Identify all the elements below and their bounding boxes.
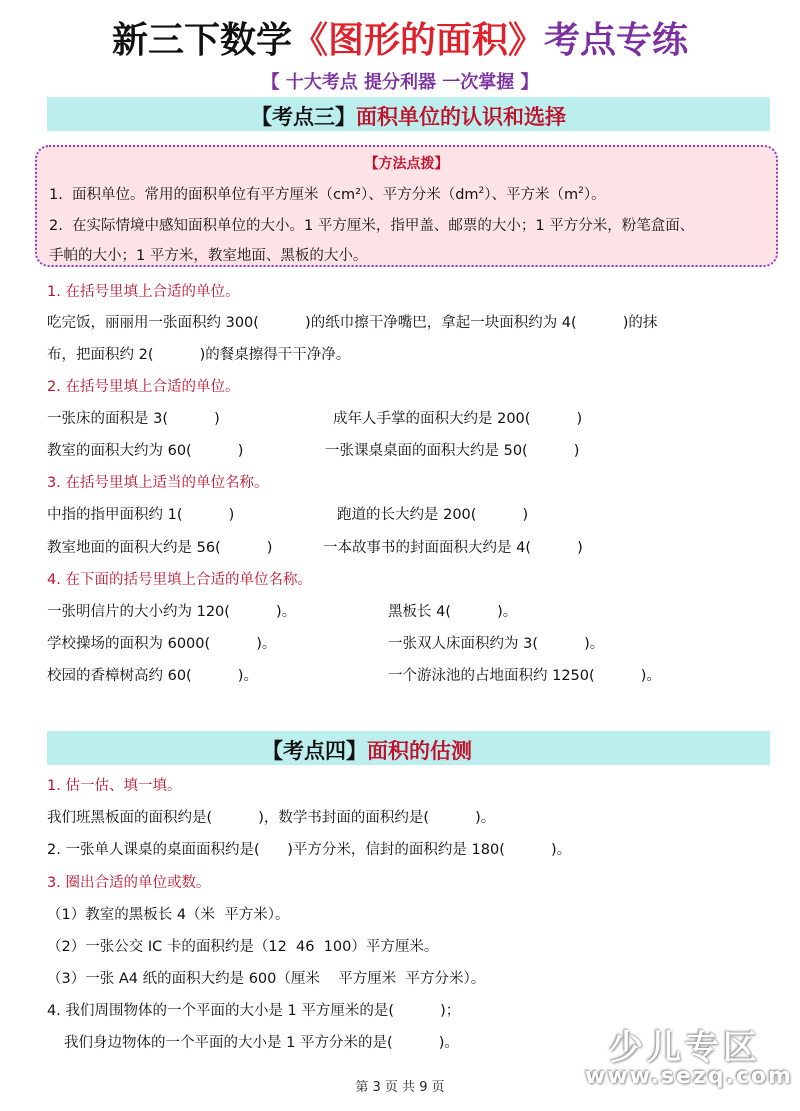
section3-label: 【考点三】: [251, 105, 356, 129]
s3-q4-line3b: 一个游泳池的占地面积约 1250( )。: [388, 668, 661, 684]
page-title: [0, 12, 800, 63]
s3-q2-heading: 2. 在括号里填上合适的单位。: [47, 379, 240, 395]
s3-q2-line1a: 一张床的面积是 3( ): [47, 411, 220, 427]
s4-q4-line1: 4. 我们周围物体的一个平面的大小是 1 平方厘米的是( )；: [47, 1003, 461, 1019]
s3-q4-line1b: 黑板长 4( )。: [388, 604, 518, 620]
section3-name: 面积单位的认识和选择: [356, 105, 566, 129]
s4-q3-line2: （2）一张公交 IC 卡的面积约是（12 46 100）平方厘米。: [47, 939, 439, 955]
s3-q1-heading: 1. 在括号里填上合适的单位。: [47, 284, 240, 300]
watermark-line1: 少儿专区: [609, 1028, 761, 1068]
s3-q2-line2b: 一张课桌桌面的面积大约是 50( ): [325, 443, 580, 459]
s3-q1-line1: 吃完饭，丽丽用一张面积约 300( )的纸巾擦干净嘴巴，拿起一块面积约为 4( )的抹: [47, 315, 658, 331]
section4-name: 面积的估测: [367, 739, 472, 763]
s3-q3-line2a: 教室地面的面积大约是 56( ): [47, 540, 273, 556]
title-part1: 新三下数学: [111, 20, 292, 61]
s3-q4-line1a: 一张明信片的大小约为 120( )。: [47, 604, 297, 620]
subtitle: 【 十大考点 提分利器 一次掌握 】: [261, 72, 539, 93]
section3-header: [47, 97, 770, 131]
method-line-3: 手帕的大小；1 平方米，教室地面、黑板的大小。: [49, 248, 368, 264]
s4-q4-line2: 我们身边物体的一个平面的大小是 1 平方分米的是( )。: [64, 1035, 459, 1051]
title-part3: 考点专练: [544, 20, 689, 61]
s4-q2-line: 2. 一张单人课桌的桌面面积约是( )平方分米，信封的面积约是 180( )。: [47, 842, 572, 858]
method-line-1a: 1. 面积单位。常用的面积单位有平方厘米（cm²）、平方分米（dm: [49, 187, 479, 203]
method-line-1b: ）、平方米（m: [484, 187, 579, 203]
s3-q3-line2b: 一本故事书的封面面积大约是 4( ): [323, 540, 583, 556]
s3-q1-line2: 布，把面积约 2( )的餐桌擦得干干净净。: [47, 347, 351, 363]
method-title: 【方法点拨】: [364, 156, 449, 172]
title-part2: 《图形的面积》: [291, 20, 544, 61]
watermark-line2: www.sezq.com: [585, 1064, 793, 1089]
s4-q3-heading: 3. 圈出合适的单位或数。: [47, 875, 211, 891]
s4-q3-line3: （3）一张 A4 纸的面积大约是 600（厘米 平方厘米 平方分米）。: [47, 971, 486, 987]
s4-q3-line1: （1）教室的黑板长 4（米 平方米）。: [47, 907, 290, 923]
method-line-1c: ）。: [583, 187, 606, 203]
sup-2b: 2: [578, 186, 584, 197]
s3-q2-line1b: 成年人手掌的面积大约是 200( ): [333, 411, 583, 427]
method-line-2: 2. 在实际情境中感知面积单位的大小。1 平方厘米，指甲盖、邮票的大小；1 平方分米，粉笔盒面、: [49, 218, 695, 234]
page-number: 第 3 页 共 9 页: [355, 1080, 445, 1095]
method-tips-box: [35, 145, 778, 267]
s3-q3-line1a: 中指的指甲面积约 1( ): [47, 507, 235, 523]
s3-q4-line2a: 学校操场的面积为 6000( )。: [47, 636, 277, 652]
method-line-1: [49, 183, 606, 204]
s3-q3-heading: 3. 在括号里填上适当的单位名称。: [47, 475, 269, 491]
s3-q4-line3a: 校园的香樟树高约 60( )。: [47, 668, 258, 684]
s4-q1-heading: 1. 估一估、填一填。: [47, 778, 182, 794]
watermark-logo: [585, 1020, 793, 1089]
s3-q2-line2a: 教室的面积大约为 60( ): [47, 443, 244, 459]
s4-q1-line: 我们班黑板面的面积约是( )，数学书封面的面积约是( )。: [47, 810, 496, 826]
sup-2a: 2: [478, 186, 485, 197]
s3-q4-line2b: 一张双人床面积约为 3( )。: [388, 636, 605, 652]
section4-header: [47, 731, 770, 765]
section4-label: 【考点四】: [262, 739, 367, 763]
s3-q3-line1b: 跑道的长大约是 200( ): [337, 507, 529, 523]
s3-q4-heading: 4. 在下面的括号里填上合适的单位名称。: [47, 572, 312, 588]
